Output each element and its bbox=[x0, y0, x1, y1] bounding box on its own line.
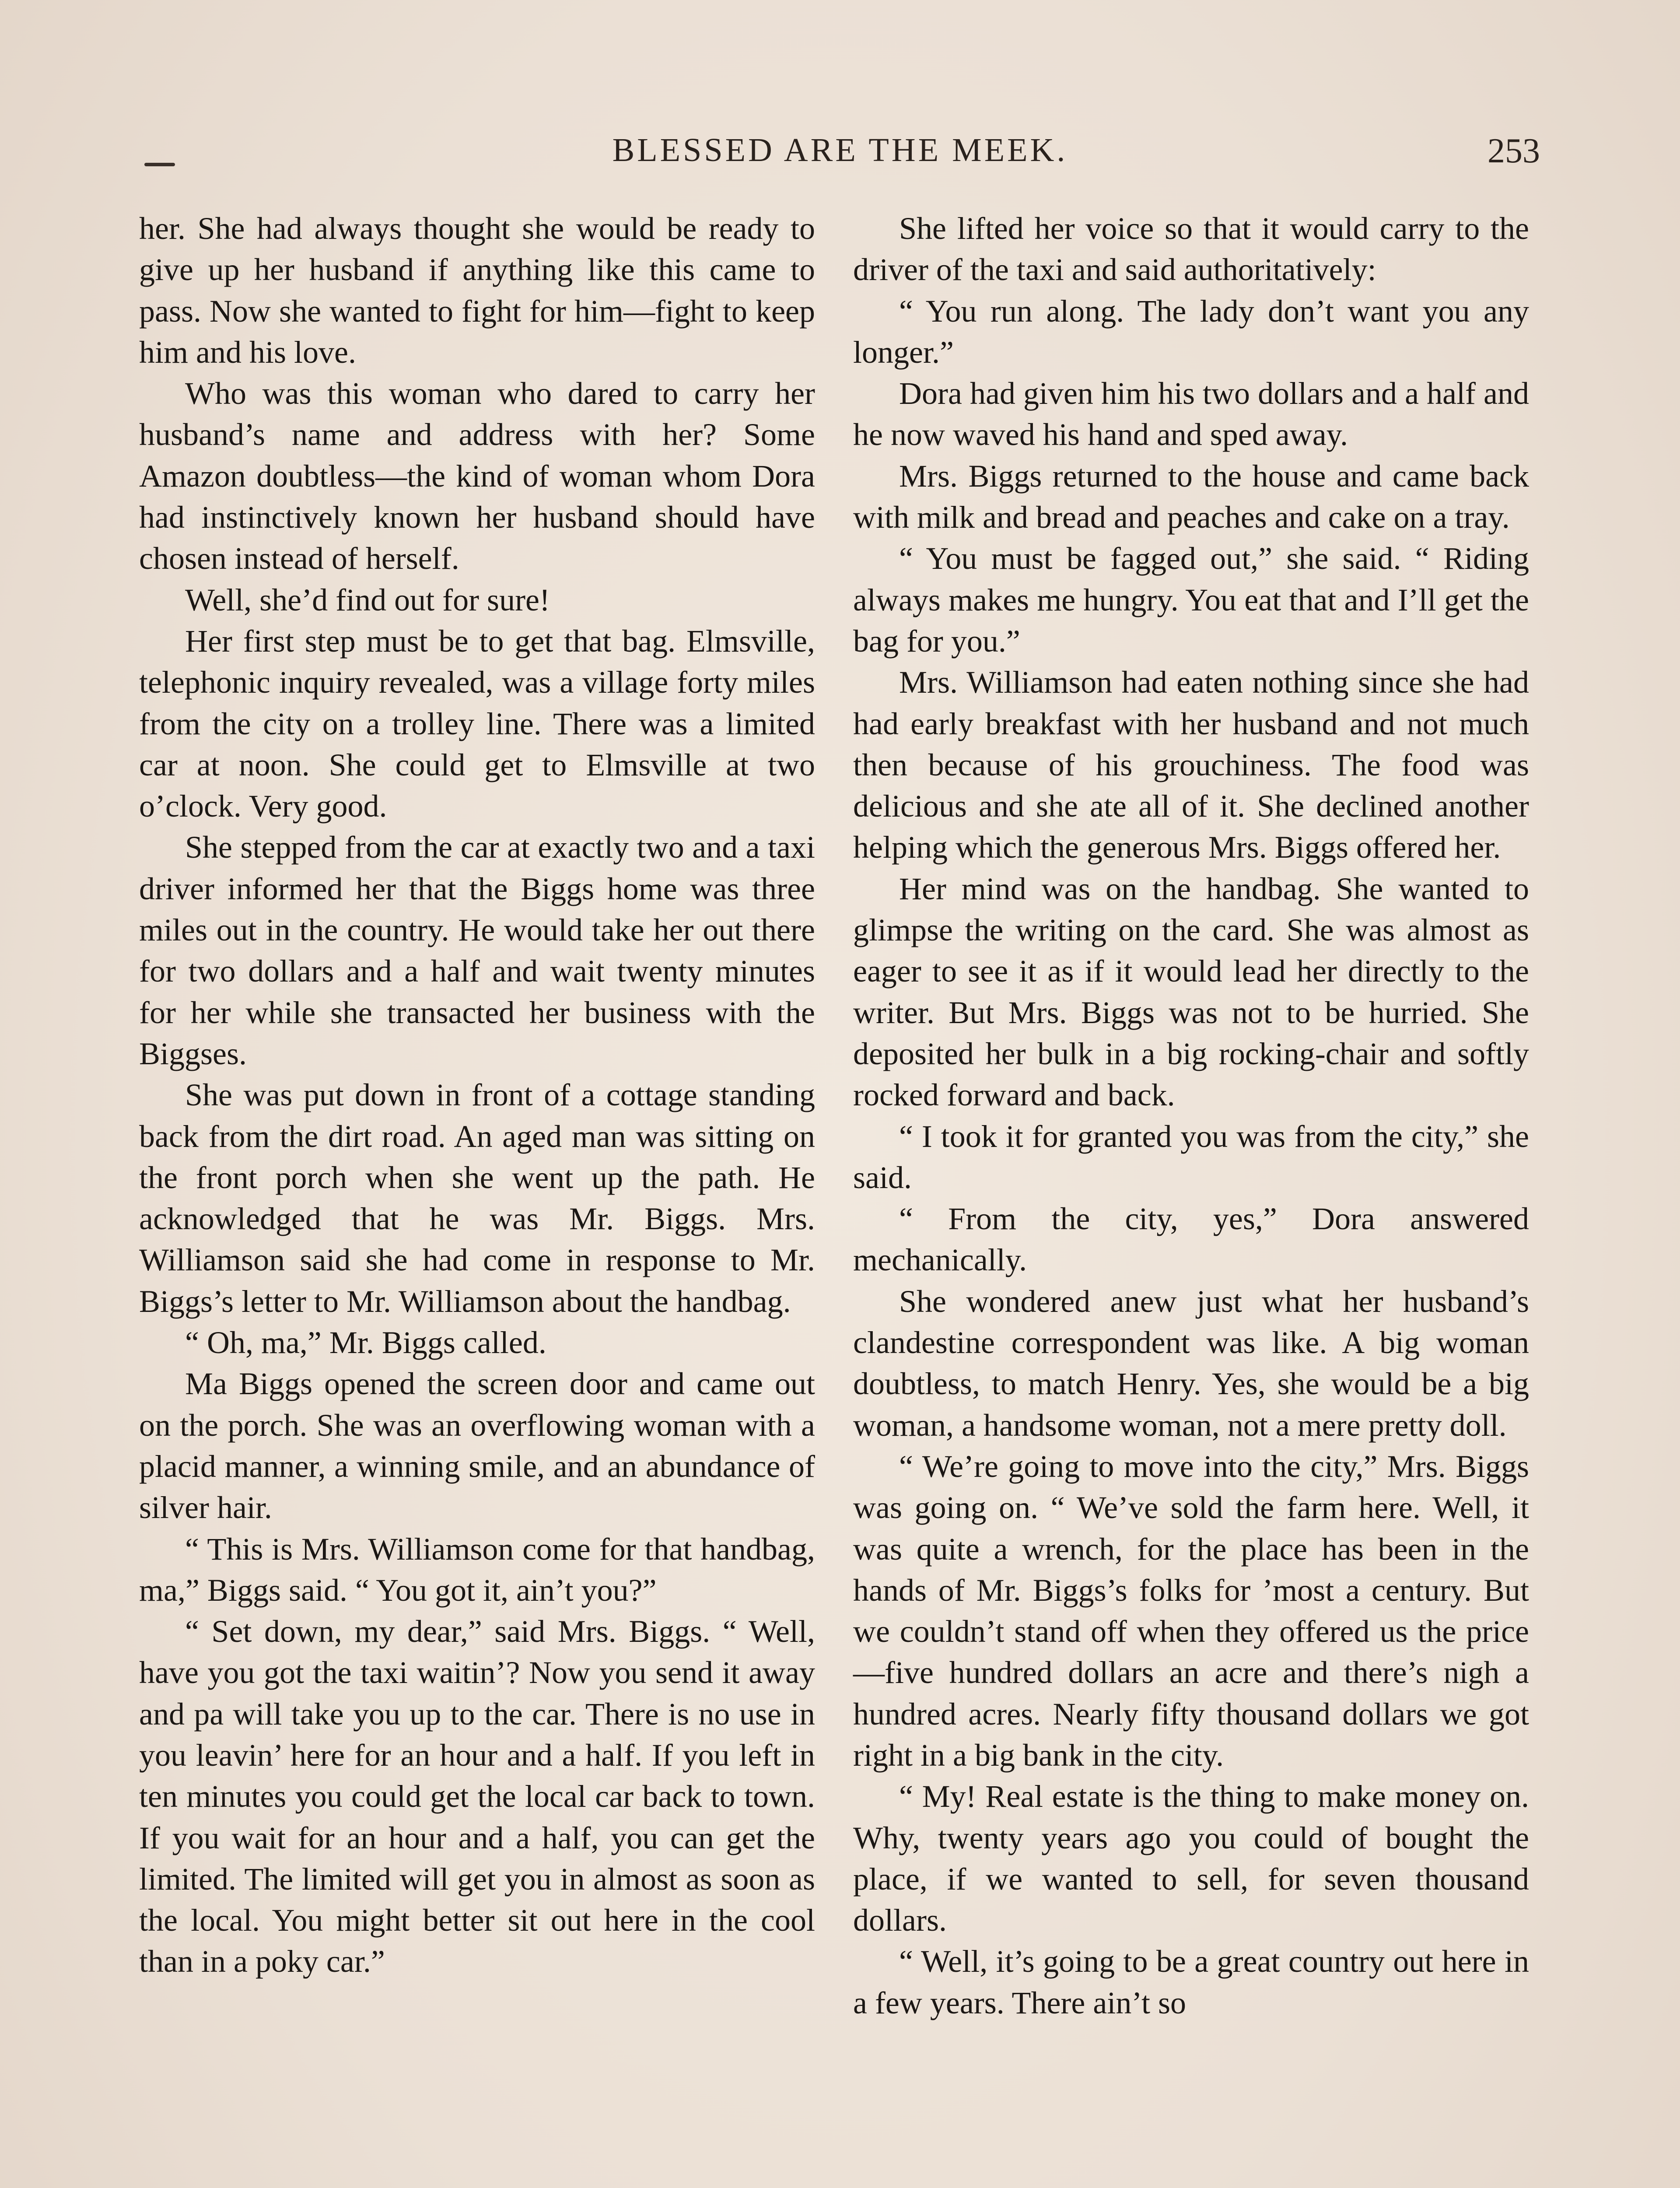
page-header bbox=[140, 131, 1540, 184]
paragraph: her. She had always thought she would be ready to give up her husband if anything like this came to pass. Now she wanted to fight for him—fight to keep him and his love. bbox=[139, 211, 815, 370]
paragraph: “ You must be fagged out,” she said. “ Riding always makes me hungry. You eat that and I’ll get the bag for you.” bbox=[853, 541, 1529, 659]
paragraph: She stepped from the car at exactly two and a taxi driver informed her that the Biggs home was three miles out in the country. He would take her out there for two dollars and a half and wait twenty minutes for her while she transacted her business with the Biggses. bbox=[139, 830, 815, 1071]
page-number: 253 bbox=[1488, 132, 1540, 170]
left-column bbox=[139, 208, 815, 1982]
paragraph: “ Set down, my dear,” said Mrs. Biggs. “ Well, have you got the taxi waitin’? Now you send it away and pa will take you up to the car. There is no use in you leavin’ here for an hour and a half. If you left in ten minutes you could get the local car back to town. If you wait for an hour and a half, you can get the limited. The limited will get you in almost as soon as the local. You might better sit out here in the cool than in a poky car.” bbox=[139, 1614, 815, 1979]
paragraph: “ From the city, yes,” Dora answered mechanically. bbox=[853, 1201, 1529, 1278]
paragraph: “ You run along. The lady don’t want you any longer.” bbox=[853, 293, 1529, 370]
paragraph: Mrs. Biggs returned to the house and came back with milk and bread and peaches and cake on a tray. bbox=[853, 458, 1529, 535]
paragraph: Mrs. Williamson had eaten nothing since she had had early breakfast with her husband and not much then because of his grouchiness. The food was delicious and she ate all of it. She declined another helping which the generous Mrs. Biggs offered her. bbox=[853, 665, 1529, 865]
paragraph: Her first step must be to get that bag. Elmsville, telephonic inquiry revealed, was a village forty miles from the city on a trolley line. There was a limited car at noon. She could get to Elmsville at two o’clock. Very good. bbox=[139, 623, 815, 824]
paragraph: She wondered anew just what her husband’s clandestine correspondent was like. A big woman doubtless, to match Henry. Yes, she would be a big woman, a handsome woman, not a mere pretty doll. bbox=[853, 1283, 1529, 1443]
paragraph: “ Oh, ma,” Mr. Biggs called. bbox=[185, 1325, 546, 1360]
paragraph: “ This is Mrs. Williamson come for that handbag, ma,” Biggs said. “ You got it, ain’t you?” bbox=[139, 1531, 815, 1608]
paragraph: She was put down in front of a cottage standing back from the dirt road. An aged man was sitting on the front porch when she went up the path. He acknowledged that he was Mr. Biggs. Mrs. Williamson said she had come in response to Mr. Biggs’s letter to Mr. Williamson about the handbag. bbox=[139, 1077, 815, 1319]
right-column bbox=[853, 208, 1529, 2023]
paragraph: “ My! Real estate is the thing to make money on. Why, twenty years ago you could of bought the place, if we wanted to sell, for seven thousand dollars. bbox=[853, 1779, 1529, 1938]
paragraph: Her mind was on the handbag. She wanted to glimpse the writing on the card. She was almost as eager to see it as if it would lead her directly to the writer. But Mrs. Biggs was not to be hurried. She deposited her bulk in a big rocking-chair and softly rocked forward and back. bbox=[853, 871, 1529, 1113]
paragraph: “ I took it for granted you was from the city,” she said. bbox=[853, 1119, 1529, 1195]
running-title: BLESSED ARE THE MEEK. bbox=[612, 132, 1068, 168]
paragraph: “ We’re going to move into the city,” Mrs. Biggs was going on. “ We’ve sold the farm here. Well, it was quite a wrench, for the place has been in the hands of Mr. Biggs’s folks for ’most a century. But we couldn’t stand off when they offered us the price—five hundred dollars an acre and there’s nigh a hundred acres. Nearly fifty thousand dollars we got right in a big bank in the city. bbox=[853, 1448, 1529, 1773]
paragraph: Dora had given him his two dollars and a half and he now waved his hand and sped away. bbox=[853, 376, 1529, 452]
paragraph: Who was this woman who dared to carry her husband’s name and address with her? Some Amazon doubtless—the kind of woman whom Dora had instinctively known her husband should have chosen instead of herself. bbox=[139, 376, 815, 576]
paragraph: She lifted her voice so that it would carry to the driver of the taxi and said authoritatively: bbox=[853, 211, 1529, 288]
paragraph: “ Well, it’s going to be a great country out here in a few years. There ain’t so bbox=[853, 1944, 1529, 2020]
paragraph: Well, she’d find out for sure! bbox=[185, 582, 550, 617]
paragraph: Ma Biggs opened the screen door and came out on the porch. She was an overflowing woman with a placid manner, a winning smile, and an abundance of silver hair. bbox=[139, 1366, 815, 1525]
